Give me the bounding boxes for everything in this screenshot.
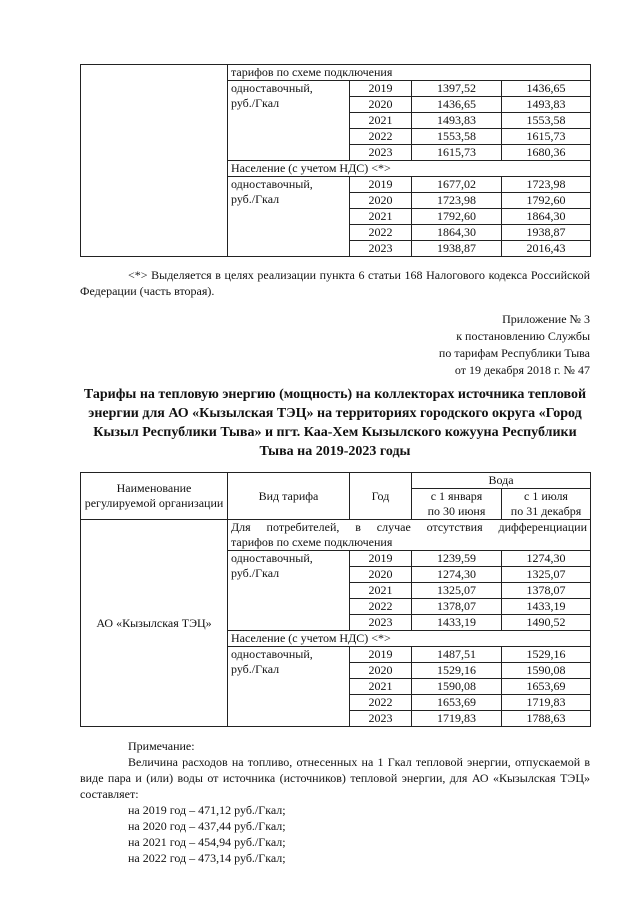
header-year: Год [350, 473, 412, 520]
header-period-1: с 1 января по 30 июня [412, 489, 502, 520]
tariff-value-h2: 1529,16 [502, 647, 591, 663]
tariff-value-h1: 1590,08 [412, 679, 502, 695]
org-name-cell: АО «Кызылская ТЭЦ» [81, 520, 228, 727]
tariff-value-h2: 1590,08 [502, 663, 591, 679]
tariff-value-h1: 1719,83 [412, 711, 502, 727]
section-label-row [81, 65, 591, 81]
tariff-value-h2: 1680,36 [502, 145, 591, 161]
year-cell: 2021 [350, 209, 412, 225]
tariff-value-h2: 1723,98 [502, 177, 591, 193]
year-cell: 2022 [350, 695, 412, 711]
section-label: Население (с учетом НДС) <*> [228, 631, 591, 647]
tariff-value-h1: 1792,60 [412, 209, 502, 225]
year-cell: 2019 [350, 551, 412, 567]
notes-heading: Примечание: [128, 739, 195, 753]
appendix-line: к постановлению Службы [456, 329, 590, 343]
notes-line: на 2019 год – 471,12 руб./Гкал; [128, 803, 286, 817]
section-label-row [81, 520, 591, 551]
notes-line: на 2020 год – 437,44 руб./Гкал; [128, 819, 286, 833]
year-cell: 2019 [350, 177, 412, 193]
tariff-value-h2: 1653,69 [502, 679, 591, 695]
section-label-line: Для потребителей, в случае отсутствия дифференциации [231, 520, 587, 534]
tariff-value-h2: 1792,60 [502, 193, 591, 209]
tariff-value-h2: 1864,30 [502, 209, 591, 225]
tariff-type-cell: одноставочный, руб./Гкал [228, 177, 350, 257]
tariff-value-h2: 1493,83 [502, 97, 591, 113]
year-cell: 2023 [350, 615, 412, 631]
year-cell: 2023 [350, 711, 412, 727]
tariff-value-h2: 1436,65 [502, 81, 591, 97]
year-cell: 2022 [350, 599, 412, 615]
section-label: Население (с учетом НДС) <*> [228, 161, 591, 177]
year-cell: 2020 [350, 663, 412, 679]
tariff-value-h2: 2016,43 [502, 241, 591, 257]
header-water: Вода [412, 473, 591, 489]
tariff-value-h2: 1433,19 [502, 599, 591, 615]
tariff-value-h2: 1719,83 [502, 695, 591, 711]
year-cell: 2022 [350, 129, 412, 145]
tariff-value-h1: 1436,65 [412, 97, 502, 113]
tariff-value-h2: 1490,52 [502, 615, 591, 631]
year-cell: 2021 [350, 583, 412, 599]
year-cell: 2019 [350, 81, 412, 97]
tariff-value-h1: 1378,07 [412, 599, 502, 615]
notes-section [80, 738, 590, 866]
tariff-value-h1: 1553,58 [412, 129, 502, 145]
tariff-value-h1: 1529,16 [412, 663, 502, 679]
tariff-value-h1: 1653,69 [412, 695, 502, 711]
year-cell: 2020 [350, 97, 412, 113]
year-cell: 2019 [350, 647, 412, 663]
section-label-line: тарифов по схеме подключения [231, 535, 393, 549]
tariff-value-h1: 1864,30 [412, 225, 502, 241]
footnote: <*> Выделяется в целях реализации пункта 6 статьи 168 Налогового кодекса Российской Федерации (часть вторая). [80, 268, 590, 298]
appendix-line: от 19 декабря 2018 г. № 47 [454, 363, 590, 377]
tariff-value-h1: 1239,59 [412, 551, 502, 567]
appendix-line: Приложение № 3 [502, 312, 590, 326]
year-cell: 2021 [350, 679, 412, 695]
notes-paragraph: Величина расходов на топливо, отнесенных на 1 Гкал тепловой энергии, отпускаемой в виде пара и (или) воды от источника (источников) тепловой энергии, для АО «Кызылская ТЭЦ» составляет: [80, 755, 590, 801]
tariff-value-h2: 1325,07 [502, 567, 591, 583]
tariff-value-h1: 1723,98 [412, 193, 502, 209]
tariff-value-h1: 1274,30 [412, 567, 502, 583]
header-org: Наименование регулируемой организации [81, 473, 228, 520]
year-cell: 2020 [350, 567, 412, 583]
tariff-value-h2: 1938,87 [502, 225, 591, 241]
tariff-table [80, 472, 591, 727]
appendix-line: по тарифам Республики Тыва [438, 346, 590, 360]
section-label: тарифов по схеме подключения [228, 65, 591, 81]
year-cell: 2021 [350, 113, 412, 129]
tariff-value-h1: 1325,07 [412, 583, 502, 599]
year-cell: 2022 [350, 225, 412, 241]
tariff-value-h1: 1938,87 [412, 241, 502, 257]
tariff-value-h2: 1553,58 [502, 113, 591, 129]
section-label [228, 520, 591, 551]
tariff-value-h1: 1397,52 [412, 81, 502, 97]
year-cell: 2023 [350, 145, 412, 161]
tariff-value-h1: 1433,19 [412, 615, 502, 631]
header-period-2: с 1 июля по 31 декабря [502, 489, 591, 520]
tariff-value-h1: 1615,73 [412, 145, 502, 161]
tariff-value-h1: 1677,02 [412, 177, 502, 193]
tariff-type-cell: одноставочный, руб./Гкал [228, 647, 350, 727]
tariff-value-h1: 1493,83 [412, 113, 502, 129]
tariff-value-h2: 1788,63 [502, 711, 591, 727]
org-cell-empty [81, 65, 228, 257]
document-title: Тарифы на тепловую энергию (мощность) на коллекторах источника тепловой энергии для АО «Кызылская ТЭЦ» на территориях городского округа «Город Кызыл Республики Тыва» и пгт. Каа-Хем Кызылского кожууна Республики Тыва на 2019-2023 годы [83, 387, 587, 459]
notes-line: на 2021 год – 454,94 руб./Гкал; [128, 835, 286, 849]
year-cell: 2023 [350, 241, 412, 257]
tariff-value-h2: 1615,73 [502, 129, 591, 145]
tariff-table-continuation [80, 64, 591, 257]
appendix-header [439, 311, 590, 379]
tariff-type-cell: одноставочный, руб./Гкал [228, 81, 350, 161]
tariff-value-h2: 1274,30 [502, 551, 591, 567]
tariff-type-cell: одноставочный, руб./Гкал [228, 551, 350, 631]
tariff-value-h2: 1378,07 [502, 583, 591, 599]
tariff-value-h1: 1487,51 [412, 647, 502, 663]
year-cell: 2020 [350, 193, 412, 209]
notes-line: на 2022 год – 473,14 руб./Гкал; [128, 851, 286, 865]
header-tariff-type: Вид тарифа [228, 473, 350, 520]
